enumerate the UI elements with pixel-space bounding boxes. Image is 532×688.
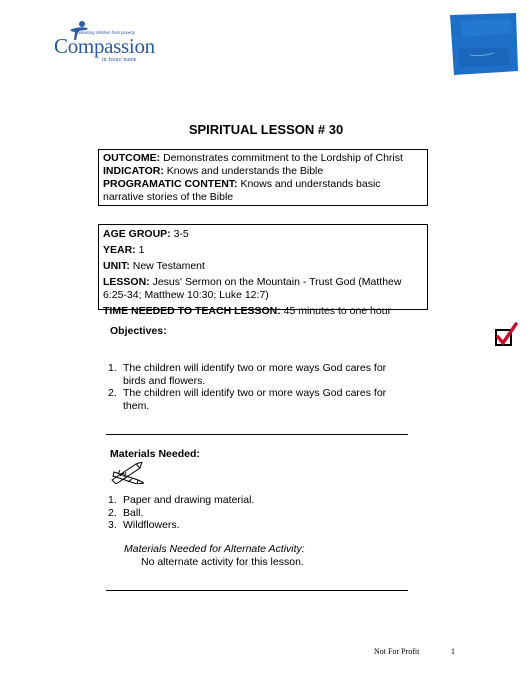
list-number: 2. — [108, 387, 117, 399]
year-value: 1 — [135, 244, 145, 256]
logo-tagline-top: Releasing children from poverty — [76, 30, 135, 35]
list-item — [108, 519, 398, 532]
outcome-value: Demonstrates commitment to the Lordship of Christ — [160, 152, 403, 164]
section-divider — [106, 590, 408, 591]
page-title: SPIRITUAL LESSON # 30 — [188, 122, 344, 137]
list-text: Ball. — [123, 506, 144, 519]
list-number: 1. — [108, 362, 117, 374]
unit-value: New Testament — [129, 260, 205, 272]
list-text: Wildflowers. — [123, 519, 180, 531]
outcome-line — [103, 152, 423, 165]
lesson-label: LESSON: — [103, 276, 150, 288]
lesson-value: Jesus' Sermon on the Mountain - Trust God (Matthew 6:25-34; Matthew 10:30; Luke 12:7) — [103, 276, 402, 301]
list-text: The children will identify two or more ways God cares for birds and flowers. — [123, 362, 387, 387]
time-needed-line — [103, 305, 423, 318]
objectives-heading: Objectives: — [110, 325, 167, 337]
list-text: Paper and drawing material. — [123, 494, 255, 506]
outcome-label: OUTCOME: — [103, 152, 161, 164]
year-label: YEAR: — [103, 244, 136, 256]
year-line — [103, 244, 423, 257]
blue-corner-graphic — [450, 13, 518, 75]
list-item — [108, 387, 398, 412]
program-value: Knows and understands basic narrative stories of the Bible — [103, 178, 381, 203]
program-label: PROGRAMATIC CONTENT: — [103, 178, 238, 190]
lesson-summary-box — [98, 149, 428, 206]
time-needed-label: TIME NEEDED TO TEACH LESSON: — [103, 305, 281, 317]
age-group-value: 3-5 — [170, 228, 189, 240]
section-divider — [106, 434, 408, 435]
materials-list — [108, 494, 398, 532]
checkbox-check-icon — [494, 322, 518, 348]
alternate-materials-text: No alternate activity for this lesson. — [141, 556, 304, 568]
list-number: 3. — [108, 519, 117, 531]
indicator-value: Knows and understands the Bible — [163, 165, 324, 177]
list-item — [108, 507, 398, 520]
list-item — [108, 362, 398, 387]
list-item — [108, 494, 398, 507]
materials-heading: Materials Needed: — [110, 448, 200, 460]
objectives-list — [108, 362, 398, 412]
logo-brand-name: Compassion — [54, 34, 155, 58]
unit-line — [103, 260, 423, 273]
age-group-label: AGE GROUP: — [103, 228, 171, 240]
list-number: 1. — [108, 494, 117, 506]
logo-tagline-bottom: in Jesus' name — [102, 57, 137, 63]
list-text: The children will identify two or more ways God cares for them. — [123, 387, 387, 412]
alternate-materials-heading: Materials Needed for Alternate Activity: — [124, 543, 305, 555]
footer-note: Not For Profit — [374, 647, 420, 656]
indicator-label: INDICATOR: — [103, 165, 164, 177]
lesson-details-box — [98, 224, 428, 317]
page-number: 1 — [451, 647, 455, 656]
indicator-line — [103, 165, 423, 178]
list-number: 2. — [108, 506, 117, 519]
age-group-line — [103, 228, 423, 241]
lesson-line — [103, 276, 423, 302]
unit-label: UNIT: — [103, 260, 130, 272]
crayons-icon — [110, 462, 144, 484]
program-line — [103, 178, 423, 204]
time-needed-value: 45 minutes to one hour — [280, 305, 392, 317]
